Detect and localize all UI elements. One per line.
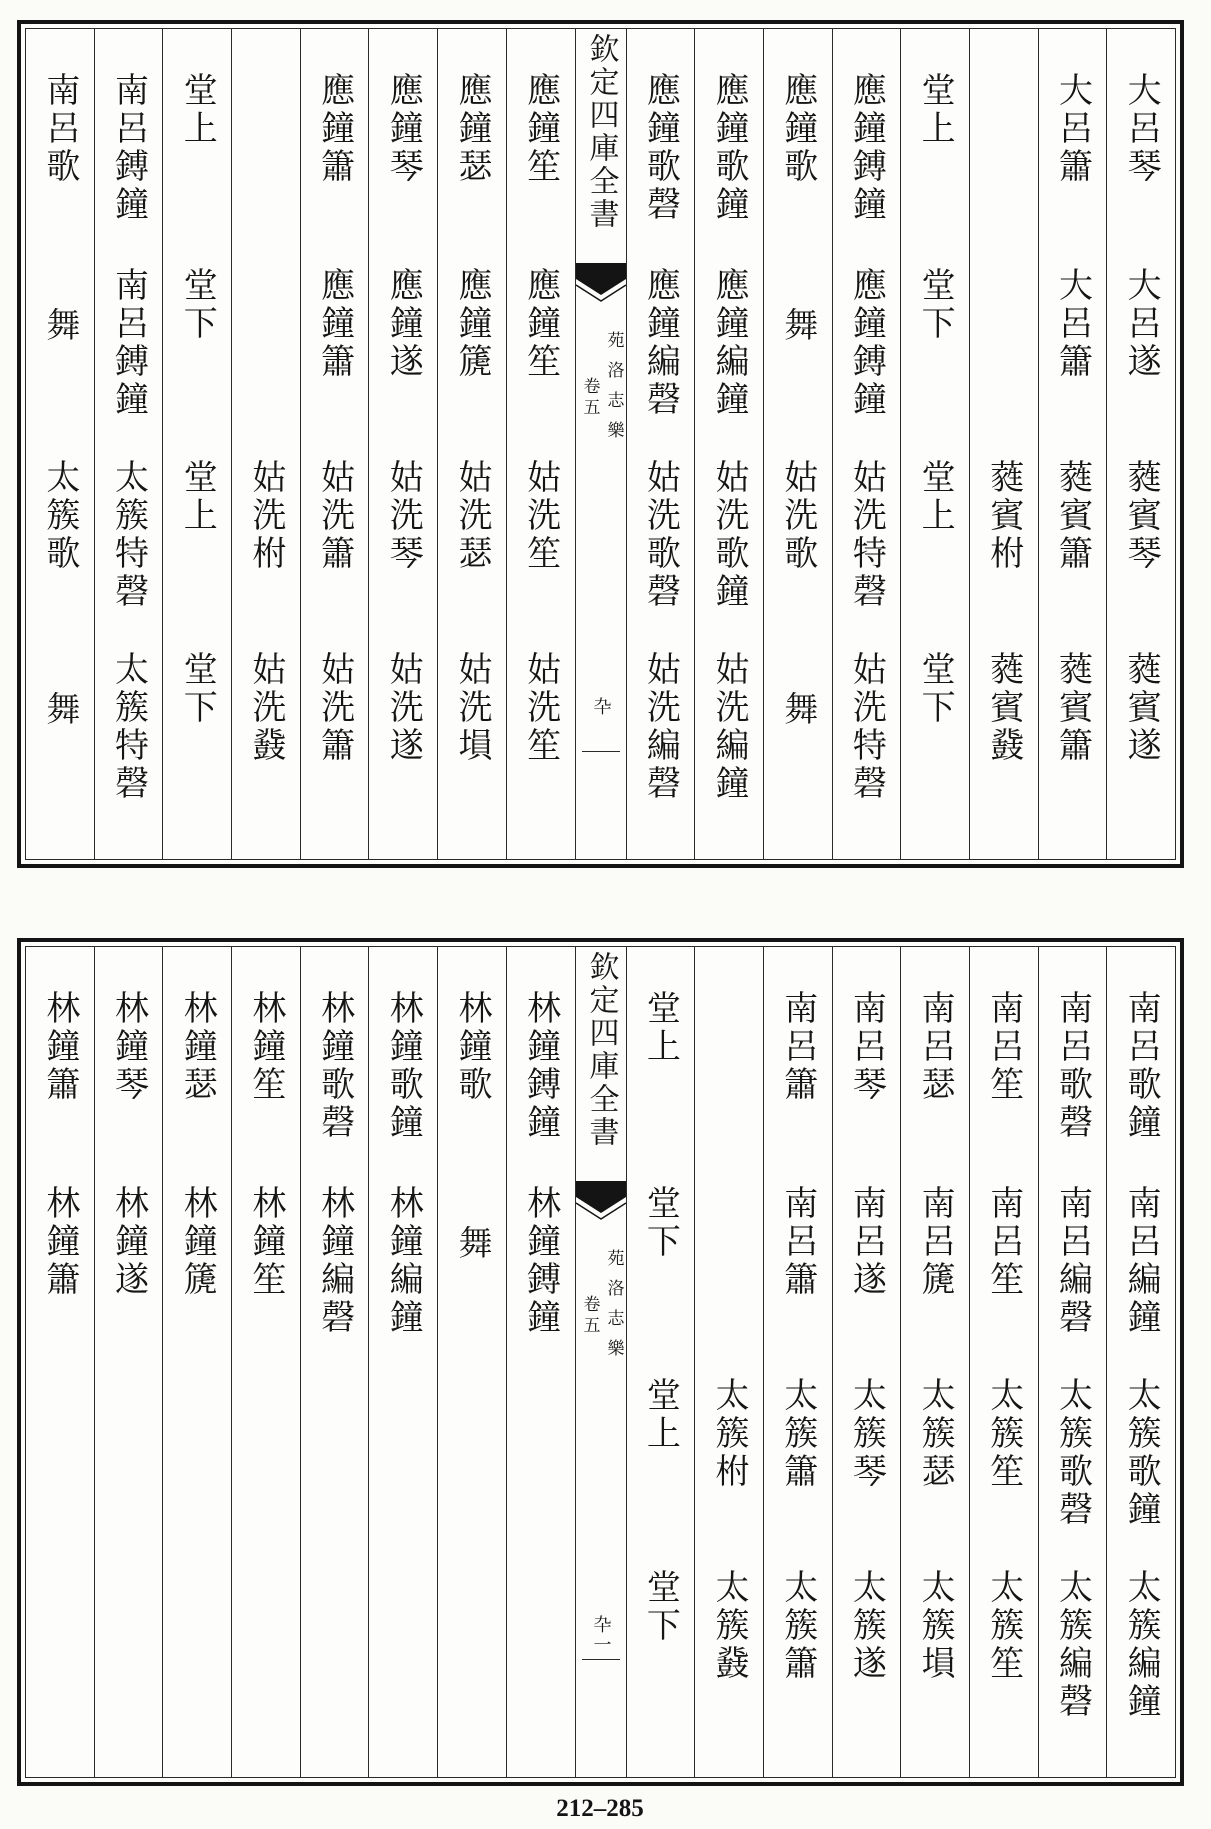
column-entry: 林鐘歌鐘 xyxy=(383,990,424,1142)
column-entry: 應鐘笙 xyxy=(520,267,561,381)
column-entry: 舞 xyxy=(777,307,818,345)
column-entry: 大呂簫 xyxy=(1052,267,1093,381)
column-entry: 舞 xyxy=(39,307,80,345)
text-column xyxy=(1038,29,1107,859)
column-entry: 姑洗編磬 xyxy=(640,651,681,803)
column-entry: 應鐘遂 xyxy=(383,267,424,381)
column-entry: 姑洗特磬 xyxy=(846,651,887,803)
column-entry: 南呂編磬 xyxy=(1052,1185,1093,1337)
folio-rule xyxy=(582,751,620,752)
text-column xyxy=(969,29,1038,859)
text-column xyxy=(900,947,969,1777)
column-entry: 太簇鼗 xyxy=(709,1569,750,1683)
column-entry: 應鐘瑟 xyxy=(451,72,492,186)
column-entry: 蕤賓柎 xyxy=(983,459,1024,573)
column-entry: 太簇歌磬 xyxy=(1052,1377,1093,1529)
column-entry: 南呂歌 xyxy=(39,72,80,186)
column-entry: 應鐘鎛鐘 xyxy=(846,72,887,224)
text-column xyxy=(763,29,832,859)
column-entry: 姑洗琴 xyxy=(383,459,424,573)
column-entry: 堂下 xyxy=(640,1569,681,1645)
column-entry: 姑洗鼗 xyxy=(245,651,286,765)
column-entry: 林鐘簫 xyxy=(39,990,80,1104)
column-entry: 太簇編鐘 xyxy=(1121,1569,1162,1721)
column-entry: 應鐘簫 xyxy=(314,72,355,186)
text-column xyxy=(26,947,94,1777)
column-entry: 南呂琴 xyxy=(846,990,887,1104)
footer-page-code: 212–285 xyxy=(556,1795,644,1822)
fishtail-ornament xyxy=(576,263,626,323)
column-entry: 舞 xyxy=(39,691,80,729)
text-column xyxy=(626,29,695,859)
column-entry: 太簇笙 xyxy=(983,1569,1024,1683)
text-column xyxy=(231,947,300,1777)
column-entry: 姑洗笙 xyxy=(520,651,561,765)
bottom-half-leaf xyxy=(17,938,1184,1786)
text-column xyxy=(1106,947,1175,1777)
column-entry: 南呂笙 xyxy=(983,990,1024,1104)
column-entry: 太簇編磬 xyxy=(1052,1569,1093,1721)
half-leaf-frame xyxy=(25,28,1176,860)
column-entry: 蕤賓琴 xyxy=(1121,459,1162,573)
column-entry: 南呂歌鐘 xyxy=(1121,990,1162,1142)
column-entry: 南呂遂 xyxy=(846,1185,887,1299)
column-entry: 姑洗遂 xyxy=(383,651,424,765)
column-entry: 姑洗歌鐘 xyxy=(709,459,750,611)
column-entry: 舞 xyxy=(777,691,818,729)
column-entry: 南呂歌磬 xyxy=(1052,990,1093,1142)
column-entry: 蕤賓簫 xyxy=(1052,459,1093,573)
column-entry: 南呂瑟 xyxy=(915,990,956,1104)
text-column xyxy=(300,947,369,1777)
column-entry: 南呂笙 xyxy=(983,1185,1024,1299)
column-entry: 太簇簫 xyxy=(777,1569,818,1683)
text-column xyxy=(900,29,969,859)
column-entry: 南呂簫 xyxy=(777,990,818,1104)
column-entry: 林鐘編磬 xyxy=(314,1185,355,1337)
column-entry: 應鐘編磬 xyxy=(640,267,681,419)
text-column xyxy=(231,29,300,859)
column-entry: 南呂鎛鐘 xyxy=(108,267,149,419)
column-entry: 蕤賓簫 xyxy=(1052,651,1093,765)
column-entry: 太簇琴 xyxy=(846,1377,887,1491)
text-column xyxy=(368,947,437,1777)
folio-rule xyxy=(582,1659,620,1660)
text-column xyxy=(300,29,369,859)
column-entry: 堂下 xyxy=(915,651,956,727)
column-entry: 堂下 xyxy=(915,267,956,343)
column-entry: 太簇歌 xyxy=(39,459,80,573)
text-column xyxy=(162,947,231,1777)
column-entry: 林鐘笙 xyxy=(245,990,286,1104)
fishtail-ornament xyxy=(576,1181,626,1241)
folio-number: 卆一 xyxy=(590,1615,612,1655)
column-entry: 太簇柎 xyxy=(709,1377,750,1491)
text-column xyxy=(763,947,832,1777)
text-column xyxy=(969,947,1038,1777)
column-entry: 林鐘瑟 xyxy=(177,990,218,1104)
column-entry: 蕤賓鼗 xyxy=(983,651,1024,765)
column-entry: 大呂簫 xyxy=(1052,72,1093,186)
column-entry: 太簇遂 xyxy=(846,1569,887,1683)
column-entry: 堂上 xyxy=(640,1377,681,1453)
column-entry: 林鐘篪 xyxy=(177,1185,218,1299)
spine-column xyxy=(575,29,626,859)
text-column xyxy=(94,29,163,859)
text-column xyxy=(162,29,231,859)
column-entry: 林鐘簫 xyxy=(39,1185,80,1299)
column-entry: 太簇笙 xyxy=(983,1377,1024,1491)
column-grid xyxy=(26,947,1175,1777)
text-column xyxy=(694,947,763,1777)
column-entry: 林鐘編鐘 xyxy=(383,1185,424,1337)
column-entry: 林鐘歌磬 xyxy=(314,990,355,1142)
column-entry: 蕤賓遂 xyxy=(1121,651,1162,765)
column-entry: 大呂琴 xyxy=(1121,72,1162,186)
column-grid xyxy=(26,29,1175,859)
column-entry: 應鐘鎛鐘 xyxy=(846,267,887,419)
column-entry: 太簇塤 xyxy=(915,1569,956,1683)
column-entry: 姑洗簫 xyxy=(314,459,355,573)
column-entry: 太簇瑟 xyxy=(915,1377,956,1491)
column-entry: 應鐘篪 xyxy=(451,267,492,381)
text-column xyxy=(437,947,506,1777)
work-title: 苑洛志樂 xyxy=(603,331,624,451)
text-column xyxy=(1106,29,1175,859)
column-entry: 南呂鎛鐘 xyxy=(108,72,149,224)
text-column xyxy=(26,29,94,859)
folio-number: 卆 xyxy=(590,697,612,717)
column-entry: 南呂編鐘 xyxy=(1121,1185,1162,1337)
column-entry: 林鐘笙 xyxy=(245,1185,286,1299)
column-entry: 姑洗簫 xyxy=(314,651,355,765)
column-entry: 舞 xyxy=(451,1225,492,1263)
column-entry: 姑洗歌磬 xyxy=(640,459,681,611)
text-column xyxy=(94,947,163,1777)
column-entry: 太簇簫 xyxy=(777,1377,818,1491)
volume-label: 卷五 xyxy=(579,377,600,419)
column-entry: 應鐘笙 xyxy=(520,72,561,186)
text-column xyxy=(506,947,575,1777)
column-entry: 應鐘歌磬 xyxy=(640,72,681,224)
column-entry: 應鐘琴 xyxy=(383,72,424,186)
column-entry: 姑洗塤 xyxy=(451,651,492,765)
column-entry: 南呂簫 xyxy=(777,1185,818,1299)
column-entry: 應鐘簫 xyxy=(314,267,355,381)
column-entry: 應鐘歌 xyxy=(777,72,818,186)
column-entry: 姑洗柎 xyxy=(245,459,286,573)
spine-title: 欽定四庫全書 xyxy=(583,33,619,231)
column-entry: 堂上 xyxy=(177,459,218,535)
spine-column xyxy=(575,947,626,1777)
text-column xyxy=(832,947,901,1777)
column-entry: 林鐘鎛鐘 xyxy=(520,990,561,1142)
work-title: 苑洛志樂 xyxy=(603,1249,624,1369)
column-entry: 姑洗編鐘 xyxy=(709,651,750,803)
column-entry: 堂下 xyxy=(177,651,218,727)
text-column xyxy=(1038,947,1107,1777)
column-entry: 姑洗笙 xyxy=(520,459,561,573)
column-entry: 姑洗歌 xyxy=(777,459,818,573)
column-entry: 太簇特磬 xyxy=(108,651,149,803)
column-entry: 林鐘歌 xyxy=(451,990,492,1104)
column-entry: 太簇特磬 xyxy=(108,459,149,611)
column-entry: 應鐘歌鐘 xyxy=(709,72,750,224)
text-column xyxy=(832,29,901,859)
text-column xyxy=(626,947,695,1777)
text-column xyxy=(368,29,437,859)
column-entry: 太簇歌鐘 xyxy=(1121,1377,1162,1529)
spine-title: 欽定四庫全書 xyxy=(583,951,619,1149)
column-entry: 堂上 xyxy=(915,72,956,148)
half-leaf-frame xyxy=(25,946,1176,1778)
column-entry: 林鐘鎛鐘 xyxy=(520,1185,561,1337)
text-column xyxy=(506,29,575,859)
column-entry: 堂下 xyxy=(177,267,218,343)
column-entry: 姑洗瑟 xyxy=(451,459,492,573)
top-half-leaf xyxy=(17,20,1184,868)
column-entry: 堂上 xyxy=(915,459,956,535)
column-entry: 林鐘遂 xyxy=(108,1185,149,1299)
column-entry: 大呂遂 xyxy=(1121,267,1162,381)
column-entry: 堂下 xyxy=(640,1185,681,1261)
column-entry: 姑洗特磬 xyxy=(846,459,887,611)
column-entry: 應鐘編鐘 xyxy=(709,267,750,419)
column-entry: 堂上 xyxy=(640,990,681,1066)
text-column xyxy=(437,29,506,859)
volume-label: 卷五 xyxy=(579,1295,600,1337)
column-entry: 南呂篪 xyxy=(915,1185,956,1299)
column-entry: 林鐘琴 xyxy=(108,990,149,1104)
text-column xyxy=(694,29,763,859)
column-entry: 堂上 xyxy=(177,72,218,148)
